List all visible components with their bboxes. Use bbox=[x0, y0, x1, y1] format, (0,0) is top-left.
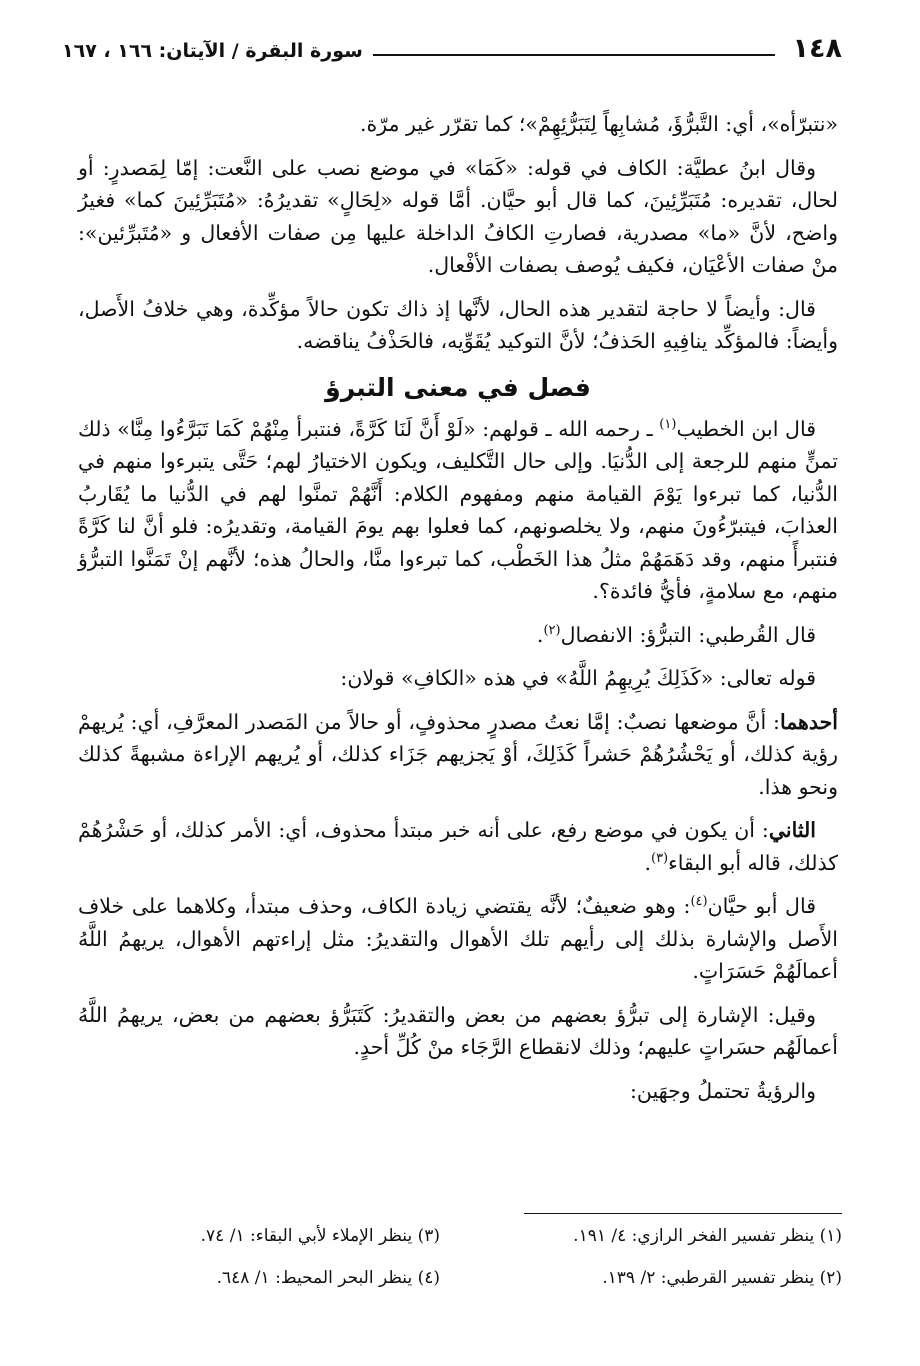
footnote-ref-3: (٣) bbox=[650, 850, 669, 866]
footnote-1: (١) ينظر تفسير الفخر الرازي: ٤/ ١٩١. bbox=[573, 1226, 842, 1246]
footnotes bbox=[78, 1222, 842, 1292]
footnotes-rule bbox=[524, 1213, 842, 1214]
paragraph-7 bbox=[78, 706, 838, 804]
paragraph-5 bbox=[78, 619, 838, 652]
paragraph-8-start: : أن يكون في موضع رفع، على أنه خبر مبتدأ محذوف، أي: الأمر كذلك، أو حَشْرُهُمْ كذلك، قاله أبو البقاء bbox=[78, 818, 838, 875]
paragraph-7-text: : أنَّ موضعها نصبٌ: إمَّا نعتُ مصدرٍ محذوفٍ، أو حالاً من المَصدر المعرَّفِ، أي: يُريهمْ رؤية كذلك، أو يَحْشُرُهُمْ حَشراً كَذَلِكَ، أوْ يَجزيهم جَزَاء كذلك، أو يُريهم الإراءة مشبهةً كذلك ونحو هذا. bbox=[78, 709, 838, 799]
paragraph-4-rest: ـ رحمه الله ـ قولهم: «لَوْ أَنَّ لَنَا كَرَّةً، فنتبرأ مِنْهُمْ كَمَا تَبَرَّءُوا مِنَّا» ذلك تمنٍّ منهم للرجعة إلى الدُّنيَا. وإلى حال التَّكليف، ويكون الاختيارُ لهم؛ حَتَّى يتبرءوا منهم في الدُّنيا، كما تبرءوا يَوْمَ القيامة منهم ومفهوم الكلام: أَنَّهُمْ تمنَّوا لهم في الدُّنيا ما يُقَاربُ العذابَ، فيتبرّءُونَ منهم، ولا يخلصونهم، كما فعلوا بهم يومَ القيامة، وتقديرُه: فلو أنَّ لنا كَرَّةً فنتبرأً منهم، وقد دَهَمَهُمْ مثلُ هذا الخَطْب، كما تبرءوا منَّا، والحالُ هذه؛ لأنَّهم إنْ تَمَنَّوا التبرُّؤ منهم، مع سلامةٍ، فأيُّ فائدة؟. bbox=[78, 416, 838, 603]
paragraph-6: قوله تعالى: «كَذَلِكَ يُرِيهِمُ اللَّهُ» في هذه «الكافِ» قولان: bbox=[340, 666, 816, 690]
footnote-ref-1: (١) bbox=[659, 416, 677, 432]
paragraph-8-lead: الثاني bbox=[768, 818, 816, 842]
paragraph-8-rest: . bbox=[644, 850, 651, 875]
header-rule bbox=[373, 54, 775, 56]
paragraph-11: والرؤيةُ تحتملُ وجهَين: bbox=[629, 1078, 816, 1103]
paragraph-10: وقيل: الإشارة إلى تبرُّؤ بعضهم من بعض والتقديرُ: كَتَبَرُّؤ بعضهم من بعض، يريهمُ اللَّهُ أعمالَهُم حسَراتٍ عليهم؛ وذلك لانقطاع الرَّجَاء منْ كُلِّ أحدٍ. bbox=[78, 1002, 838, 1059]
paragraph-1: «نتبرّأه»، أي: التَّبرُّؤَ، مُشابِهاً لِتَبَرُّئِهِمْ»؛ كما تقرّر غير مرّة. bbox=[359, 112, 838, 136]
body-text bbox=[78, 108, 838, 1118]
section-heading: فصل في معنى التبرؤ bbox=[325, 372, 591, 402]
paragraph-9-rest: : وهو ضعيفٌ؛ لأنَّه يقتضي زيادة الكاف، وحذف مبتدأ، وكلاهما على خلاف الأَصل والإشارة بذلك إلى رأيهم تلك الأهوال والتقديرُ: مثل إراءتهم الأهوال، يريهمُ اللَّهُ أعمالَهُمْ حَسَرَاتٍ. bbox=[78, 894, 838, 983]
paragraph-4 bbox=[78, 413, 838, 608]
paragraph-4-start: قال ابن الخطيب bbox=[676, 416, 816, 441]
paragraph-8 bbox=[78, 814, 838, 879]
footnote-3: (٣) ينظر الإملاء لأبي البقاء: ١/ ٧٤. bbox=[200, 1226, 440, 1246]
footnote-4: (٤) ينظر البحر المحيط: ١/ ٦٤٨. bbox=[216, 1268, 440, 1288]
paragraph-2: وقال ابنُ عطيَّة: الكاف في قوله: «كَمَا» في موضع نصب على النَّعت: إمّا لِمَصدرٍ: أو لحال، تقديره: مُتَبَرِّئِينَ، كما قال أبو حيَّان. أمَّا قوله «لِحَالٍ» تقديرُهُ: «مُتَبَرِّئِينَ كما» فغيرُ واضح، لأنَّ «ما» مصدرية، فصارتِ الكافُ الداخلة عليها مِن صفات الأفعال و «مُتَبرِّئين»: منْ صفات الأعْيَان، فكيف يُوصف بصفات الأفْعال. bbox=[78, 155, 838, 277]
running-header bbox=[62, 30, 842, 64]
paragraph-3: قال: وأيضاً لا حاجة لتقدير هذه الحال، لأنَّها إذ ذاك تكون حالاً مؤكِّدة، وهي خلافُ الأَصل، وأيضاً: فالمؤكِّد ينافِيهِ الحَذفُ؛ لأنَّ التوكيد يُقَوِّيه، فالحَذْفُ يناقضه. bbox=[78, 296, 838, 353]
paragraph-7-lead: أحدهما bbox=[779, 709, 838, 734]
footnote-2: (٢) ينظر تفسير القرطبي: ٢/ ١٣٩. bbox=[602, 1268, 842, 1288]
footnote-ref-4: (٤) bbox=[690, 894, 708, 910]
page-number: ١٤٨ bbox=[792, 33, 842, 64]
paragraph-9 bbox=[78, 890, 838, 988]
header-title: سورة البقرة / الآيتان: ١٦٦ ، ١٦٧ bbox=[62, 40, 363, 62]
paragraph-5-start: قال القُرطبي: التبرُّؤ: الانفصال bbox=[560, 622, 816, 647]
footnote-ref-2: (٢) bbox=[543, 622, 561, 638]
paragraph-9-start: قال أبو حيَّان bbox=[707, 894, 816, 918]
paragraph-5-rest: . bbox=[536, 622, 544, 647]
